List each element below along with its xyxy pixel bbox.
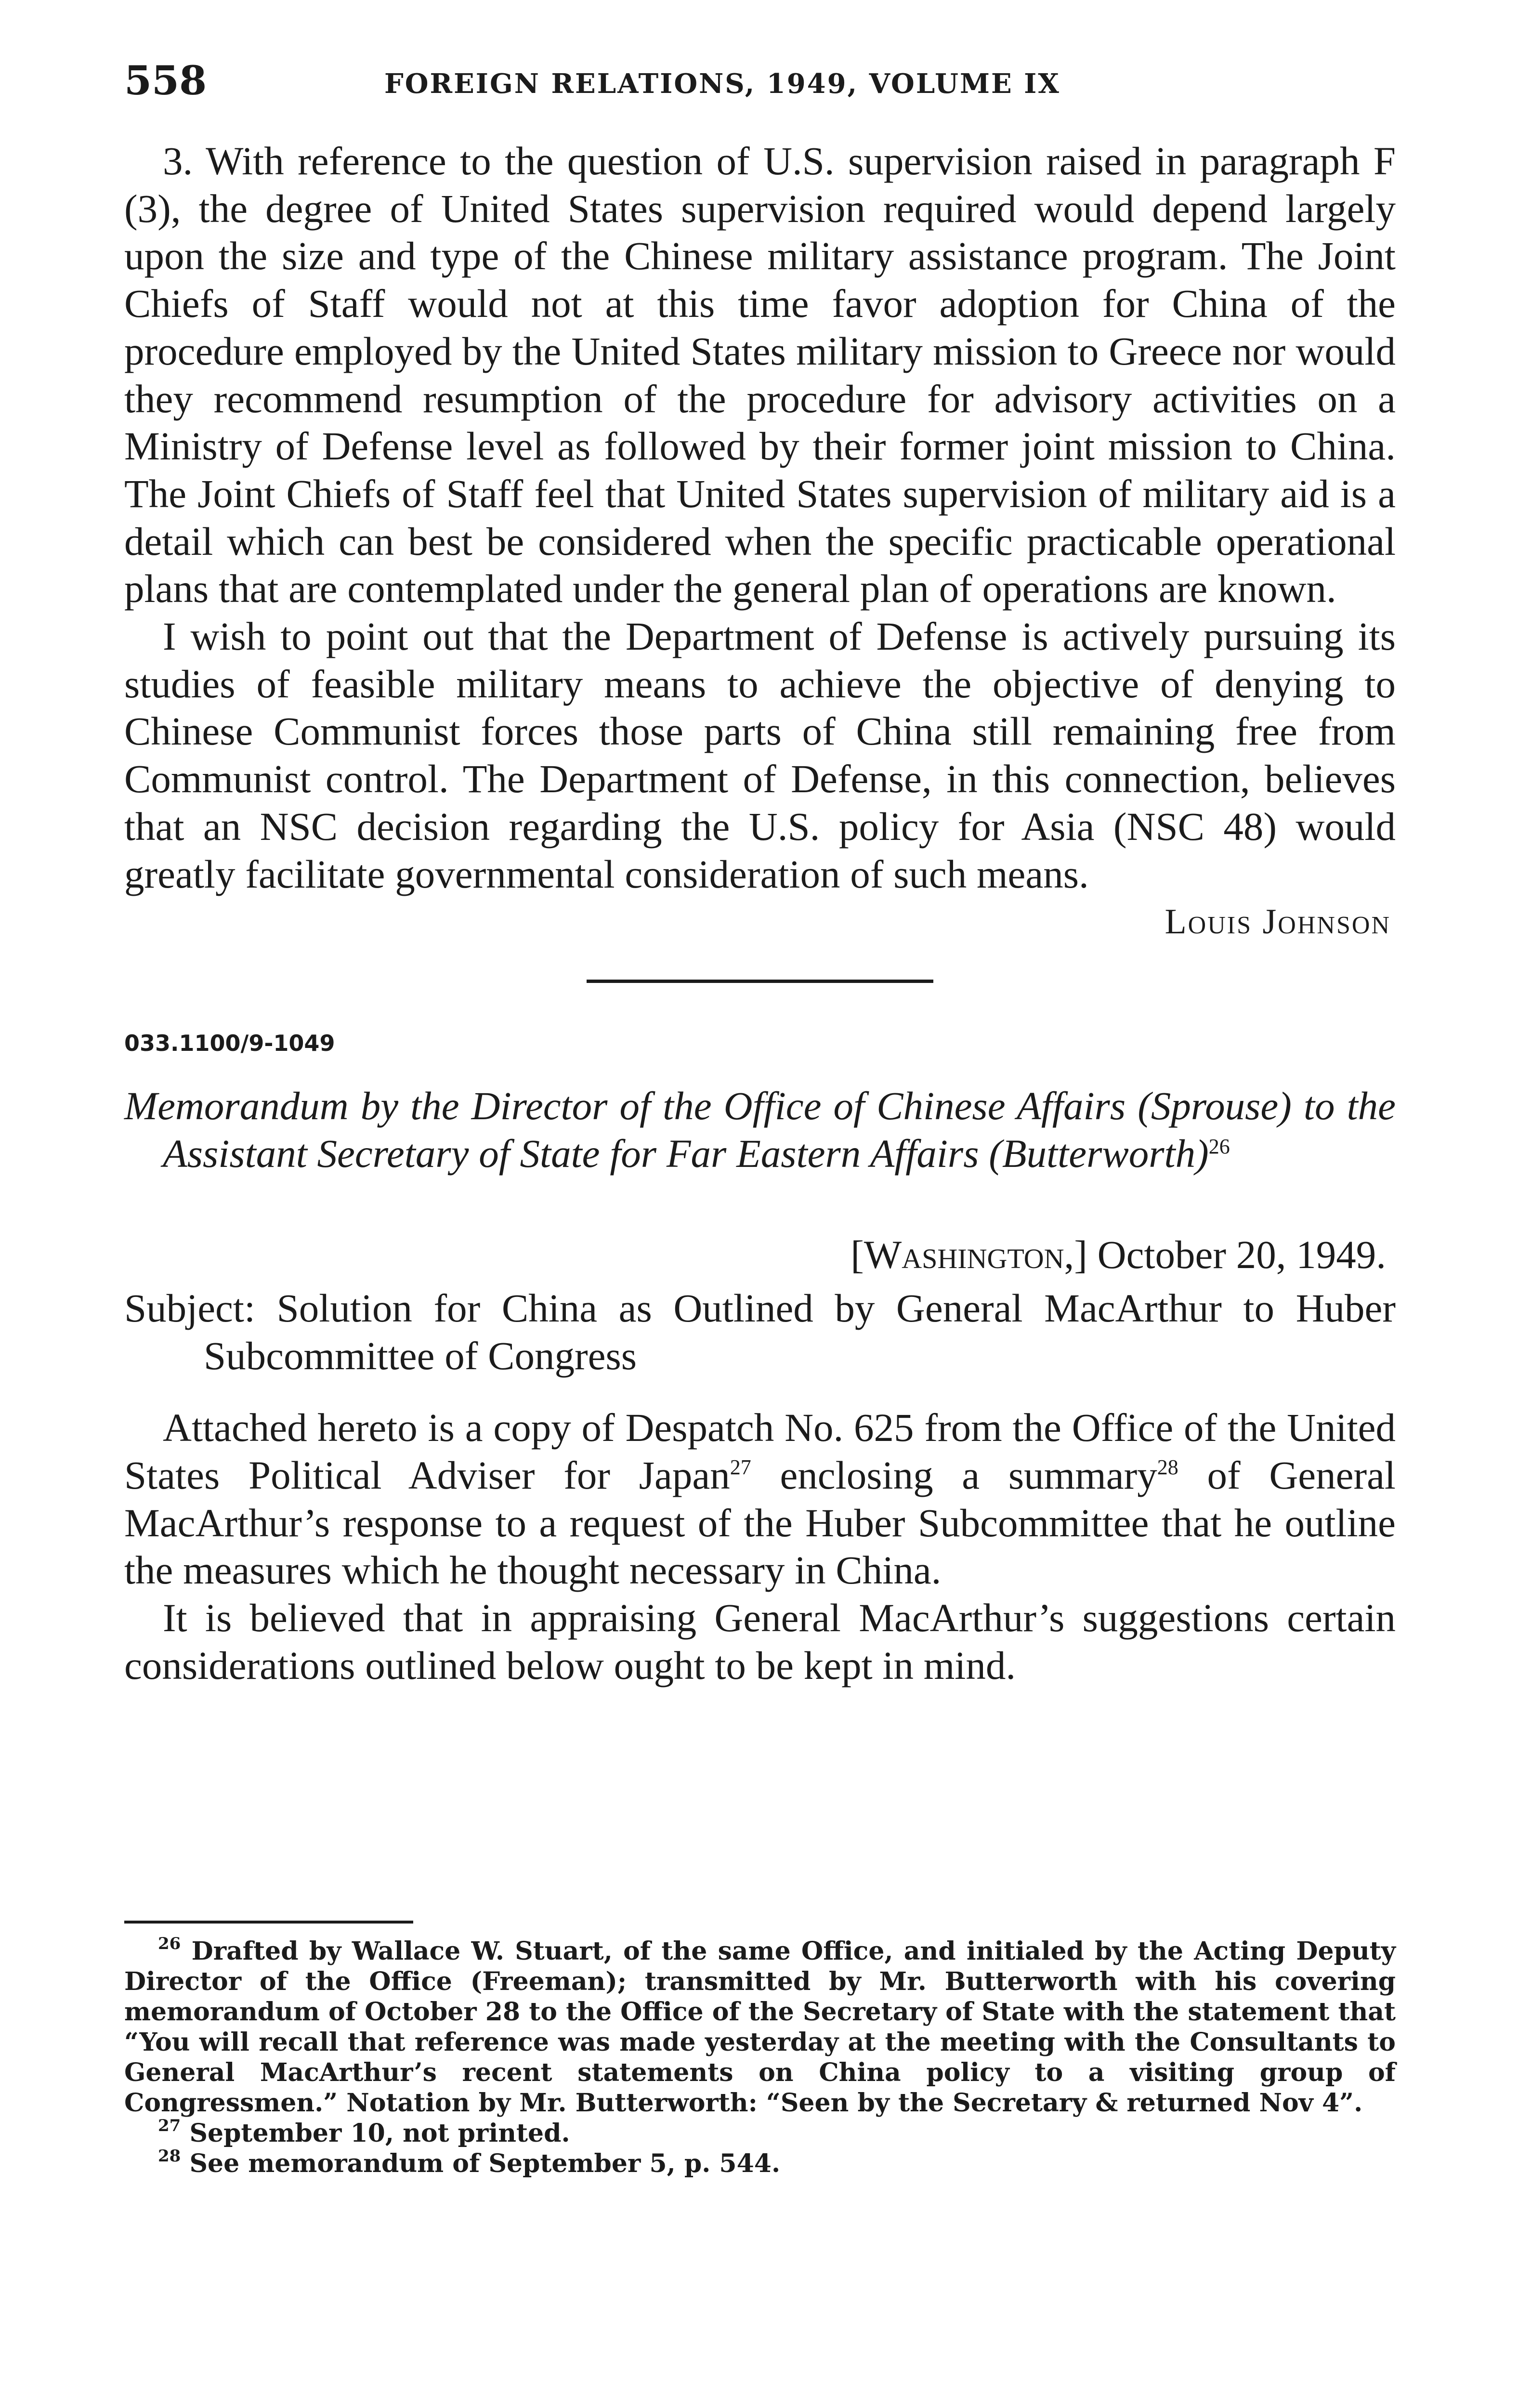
- signature: Louis Johnson: [1165, 902, 1391, 942]
- dateline-place: [Washington,]: [851, 1232, 1087, 1277]
- footnote-text: Drafted by Wallace W. Stuart, of the same Office, and initialed by the Acting Deputy Director of the Office (Freeman); transmitted by Mr. Butterworth with his covering memorandum of October 28 to the Office of the Secretary of State with the statement that “You will recall that reference was made yesterday at the meeting with the Consultants to General MacArthur’s recent statements on China policy to a visiting group of Congressmen.” Notation by Mr. Butterworth: “Seen by the Secretary & returned Nov 4”.: [124, 1937, 1396, 2118]
- memo-paragraph-2: It is believed that in appraising General MacArthur’s suggestions certain considerations outlined below ought to be kept in mind.: [124, 1596, 1396, 1688]
- memo-body: [124, 1404, 1396, 1689]
- page-number: 558: [124, 58, 207, 104]
- letter-paragraph-2: I wish to point out that the Department of Defense is actively pursuing its studies of feasible military means to achieve the objective of denying to Chinese Communist forces those parts of China still remaining free from Communist control. The Department of Defense, in this connection, believes that an NSC decision regarding the U.S. policy for Asia (NSC 48) would greatly facilitate governmental consideration of such means.: [124, 614, 1396, 896]
- memo-paragraph-1-part-3: of General MacArthur’s response to a request of the Huber Subcommittee that he outline the measures which he thought necessary in China.: [124, 1453, 1396, 1593]
- footnotes: [124, 1936, 1396, 2179]
- footnote-rule: [124, 1921, 413, 1924]
- memo-paragraph-1-part-1: Attached hereto is a copy of Despatch No. 625 from the Office of the United States Political Adviser for Japan: [124, 1405, 1396, 1497]
- running-head: FOREIGN RELATIONS, 1949, VOLUME IX: [384, 68, 1060, 100]
- footnote-ref-26: 26: [1208, 1135, 1230, 1159]
- letter-paragraph-1: 3. With reference to the question of U.S. supervision raised in paragraph F (3), the degree of United States supervision required would depend largely upon the size and type of the Chinese military assistance program. The Joint Chiefs of Staff would not at this time favor adoption for China of the procedure employed by the United States military mission to Greece nor would they recommend resumption of the procedure for advisory activities on a Ministry of Defense level as followed by their former joint mission to China. The Joint Chiefs of Staff feel that United States supervision of military aid is a detail which can best be considered when the specific practicable operational plans that are contemplated under the general plan of operations are known.: [124, 139, 1396, 611]
- footnote-ref-27: 27: [730, 1455, 751, 1479]
- subject-text: Solution for China as Outlined by General MacArthur to Huber Subcommittee of Congress: [204, 1286, 1396, 1378]
- page-header: [124, 57, 1396, 110]
- footnote-text: See memorandum of September 5, p. 544.: [189, 2149, 781, 2178]
- memo-paragraph-1: [124, 1404, 1396, 1594]
- section-divider: [587, 980, 933, 983]
- dateline: [124, 1230, 1396, 1279]
- memo-title-text: Memorandum by the Director of the Office of Chinese Affairs (Sprouse) to the Assistant Secretary of State for Far Eastern Affairs (Butterworth): [124, 1084, 1396, 1176]
- footnote-text: September 10, not printed.: [189, 2119, 570, 2148]
- dateline-date: October 20, 1949.: [1097, 1232, 1386, 1277]
- footnote-26: [124, 1936, 1396, 2118]
- body-text: [124, 137, 1396, 1689]
- footnote-marker: 28: [158, 2146, 181, 2166]
- subject-line: [124, 1284, 1396, 1380]
- footnote-marker: 26: [158, 1934, 181, 1953]
- footnote-28: [124, 2148, 1396, 2179]
- memo-paragraph-1-part-2: enclosing a summary: [751, 1453, 1157, 1497]
- subject-label: Subject:: [124, 1286, 256, 1331]
- file-number: 033.1100/9-1049: [124, 1030, 335, 1057]
- memo-title: [124, 1082, 1396, 1178]
- footnote-27: [124, 2118, 1396, 2148]
- footnote-ref-28: 28: [1157, 1455, 1178, 1479]
- footnote-marker: 27: [158, 2116, 181, 2135]
